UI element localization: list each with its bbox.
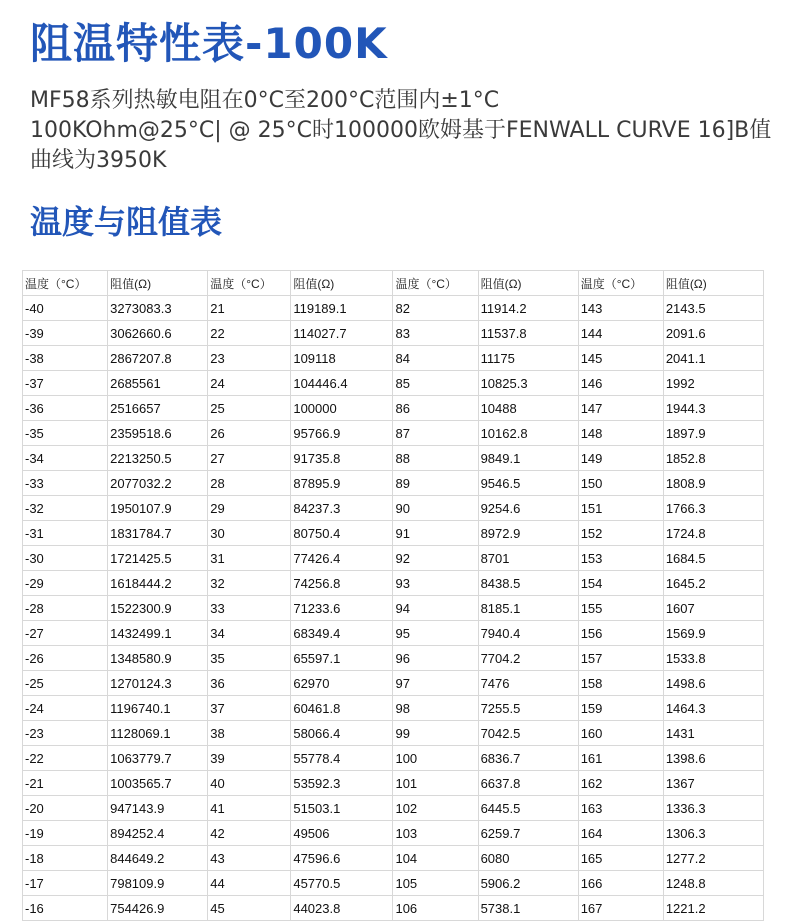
resistance-cell: 5906.2 (478, 871, 578, 896)
temperature-cell: 36 (208, 671, 291, 696)
resistance-cell: 71233.6 (291, 596, 393, 621)
temperature-cell: 93 (393, 571, 478, 596)
resistance-cell: 91735.8 (291, 446, 393, 471)
table-row (23, 296, 764, 321)
table-row (23, 546, 764, 571)
temperature-cell: 92 (393, 546, 478, 571)
header-temperature: 温度（°C） (208, 271, 291, 296)
resistance-cell: 1721425.5 (108, 546, 208, 571)
temperature-cell: 145 (578, 346, 663, 371)
resistance-cell: 6259.7 (478, 821, 578, 846)
resistance-cell: 1336.3 (663, 796, 763, 821)
resistance-cell: 2516657 (108, 396, 208, 421)
resistance-cell: 11175 (478, 346, 578, 371)
resistance-cell: 2213250.5 (108, 446, 208, 471)
temperature-cell: 34 (208, 621, 291, 646)
temperature-cell: 160 (578, 721, 663, 746)
resistance-cell: 10162.8 (478, 421, 578, 446)
temperature-cell: 83 (393, 321, 478, 346)
resistance-cell: 77426.4 (291, 546, 393, 571)
table-row (23, 321, 764, 346)
temperature-cell: 153 (578, 546, 663, 571)
temperature-cell: 22 (208, 321, 291, 346)
temperature-cell: 84 (393, 346, 478, 371)
temperature-cell: 97 (393, 671, 478, 696)
table-row (23, 621, 764, 646)
resistance-cell: 65597.1 (291, 646, 393, 671)
resistance-cell: 109118 (291, 346, 393, 371)
resistance-cell: 1306.3 (663, 821, 763, 846)
resistance-cell: 7476 (478, 671, 578, 696)
resistance-cell: 51503.1 (291, 796, 393, 821)
table-row (23, 721, 764, 746)
resistance-cell: 44023.8 (291, 896, 393, 921)
temperature-cell: 26 (208, 421, 291, 446)
temperature-cell: 41 (208, 796, 291, 821)
temperature-cell: -31 (23, 521, 108, 546)
temperature-cell: 95 (393, 621, 478, 646)
temperature-cell: -22 (23, 746, 108, 771)
resistance-cell: 1221.2 (663, 896, 763, 921)
temperature-cell: -23 (23, 721, 108, 746)
temperature-cell: -19 (23, 821, 108, 846)
temperature-cell: 43 (208, 846, 291, 871)
temperature-cell: 40 (208, 771, 291, 796)
resistance-cell: 1248.8 (663, 871, 763, 896)
resistance-cell: 7042.5 (478, 721, 578, 746)
resistance-cell: 1003565.7 (108, 771, 208, 796)
resistance-cell: 104446.4 (291, 371, 393, 396)
temperature-cell: 99 (393, 721, 478, 746)
temperature-cell: -26 (23, 646, 108, 671)
header-resistance: 阻值(Ω) (478, 271, 578, 296)
resistance-cell: 11537.8 (478, 321, 578, 346)
resistance-cell: 1607 (663, 596, 763, 621)
header-temperature: 温度（°C） (393, 271, 478, 296)
resistance-cell: 8185.1 (478, 596, 578, 621)
resistance-cell: 2091.6 (663, 321, 763, 346)
resistance-cell: 114027.7 (291, 321, 393, 346)
temperature-cell: -35 (23, 421, 108, 446)
resistance-cell: 9254.6 (478, 496, 578, 521)
temperature-cell: -20 (23, 796, 108, 821)
table-row (23, 446, 764, 471)
temperature-cell: 146 (578, 371, 663, 396)
table-row (23, 371, 764, 396)
resistance-cell: 62970 (291, 671, 393, 696)
temperature-cell: -16 (23, 896, 108, 921)
resistance-cell: 1533.8 (663, 646, 763, 671)
temperature-cell: 90 (393, 496, 478, 521)
table-row (23, 796, 764, 821)
temperature-cell: 39 (208, 746, 291, 771)
resistance-cell: 1724.8 (663, 521, 763, 546)
header-temperature: 温度（°C） (23, 271, 108, 296)
resistance-cell: 1128069.1 (108, 721, 208, 746)
table-row (23, 646, 764, 671)
resistance-cell: 1831784.7 (108, 521, 208, 546)
temperature-cell: -18 (23, 846, 108, 871)
table-row (23, 746, 764, 771)
temperature-cell: 85 (393, 371, 478, 396)
resistance-cell: 1432499.1 (108, 621, 208, 646)
temperature-cell: 103 (393, 821, 478, 846)
temperature-cell: 25 (208, 396, 291, 421)
temperature-cell: 149 (578, 446, 663, 471)
temperature-cell: 28 (208, 471, 291, 496)
temperature-cell: -34 (23, 446, 108, 471)
table-body (23, 296, 764, 921)
table-row (23, 496, 764, 521)
resistance-cell: 2867207.8 (108, 346, 208, 371)
description-line-3: 曲线为3950K (30, 148, 167, 173)
temperature-cell: 37 (208, 696, 291, 721)
header-resistance: 阻值(Ω) (291, 271, 393, 296)
resistance-cell: 6836.7 (478, 746, 578, 771)
section-title: 温度与阻值表 (30, 203, 223, 241)
temperature-cell: 154 (578, 571, 663, 596)
temperature-cell: 148 (578, 421, 663, 446)
resistance-cell: 84237.3 (291, 496, 393, 521)
description (30, 86, 785, 176)
table-row (23, 896, 764, 921)
temperature-cell: -28 (23, 596, 108, 621)
resistance-cell: 1950107.9 (108, 496, 208, 521)
header-resistance: 阻值(Ω) (663, 271, 763, 296)
temperature-cell: 89 (393, 471, 478, 496)
temperature-cell: -21 (23, 771, 108, 796)
header-temperature: 温度（°C） (578, 271, 663, 296)
resistance-cell: 1944.3 (663, 396, 763, 421)
resistance-cell: 1897.9 (663, 421, 763, 446)
temperature-cell: 21 (208, 296, 291, 321)
temperature-cell: 158 (578, 671, 663, 696)
resistance-cell: 894252.4 (108, 821, 208, 846)
resistance-cell: 68349.4 (291, 621, 393, 646)
temperature-cell: 152 (578, 521, 663, 546)
temperature-cell: 42 (208, 821, 291, 846)
resistance-cell: 1852.8 (663, 446, 763, 471)
resistance-cell: 49506 (291, 821, 393, 846)
temperature-cell: 87 (393, 421, 478, 446)
temperature-cell: -37 (23, 371, 108, 396)
resistance-cell: 58066.4 (291, 721, 393, 746)
temperature-cell: 155 (578, 596, 663, 621)
temperature-cell: 98 (393, 696, 478, 721)
resistance-cell: 1277.2 (663, 846, 763, 871)
temperature-cell: -36 (23, 396, 108, 421)
temperature-cell: 38 (208, 721, 291, 746)
resistance-cell: 2143.5 (663, 296, 763, 321)
resistance-cell: 844649.2 (108, 846, 208, 871)
resistance-cell: 8701 (478, 546, 578, 571)
resistance-cell: 1569.9 (663, 621, 763, 646)
temperature-cell: 102 (393, 796, 478, 821)
resistance-cell: 6637.8 (478, 771, 578, 796)
resistance-cell: 798109.9 (108, 871, 208, 896)
temperature-cell: 44 (208, 871, 291, 896)
table-row (23, 821, 764, 846)
resistance-cell: 1464.3 (663, 696, 763, 721)
temperature-cell: 144 (578, 321, 663, 346)
resistance-cell: 7255.5 (478, 696, 578, 721)
temperature-cell: -27 (23, 621, 108, 646)
resistance-cell: 1367 (663, 771, 763, 796)
resistance-cell: 6080 (478, 846, 578, 871)
temperature-cell: 106 (393, 896, 478, 921)
temperature-cell: -25 (23, 671, 108, 696)
resistance-cell: 1270124.3 (108, 671, 208, 696)
temperature-cell: -17 (23, 871, 108, 896)
table-row (23, 846, 764, 871)
resistance-cell: 45770.5 (291, 871, 393, 896)
temperature-cell: 166 (578, 871, 663, 896)
temperature-cell: 32 (208, 571, 291, 596)
temperature-cell: 45 (208, 896, 291, 921)
temperature-cell: 30 (208, 521, 291, 546)
temperature-cell: 105 (393, 871, 478, 896)
temperature-cell: 143 (578, 296, 663, 321)
resistance-cell: 6445.5 (478, 796, 578, 821)
resistance-cell: 2685561 (108, 371, 208, 396)
temperature-cell: 82 (393, 296, 478, 321)
table-row (23, 696, 764, 721)
temperature-cell: 94 (393, 596, 478, 621)
temperature-cell: 165 (578, 846, 663, 871)
resistance-cell: 1398.6 (663, 746, 763, 771)
resistance-cell: 100000 (291, 396, 393, 421)
resistance-cell: 947143.9 (108, 796, 208, 821)
temperature-cell: 161 (578, 746, 663, 771)
resistance-cell: 53592.3 (291, 771, 393, 796)
temperature-cell: 150 (578, 471, 663, 496)
table-row (23, 771, 764, 796)
resistance-cell: 2077032.2 (108, 471, 208, 496)
table-row (23, 571, 764, 596)
table-row (23, 421, 764, 446)
resistance-cell: 1348580.9 (108, 646, 208, 671)
table-row (23, 346, 764, 371)
temperature-cell: 31 (208, 546, 291, 571)
temperature-cell: 104 (393, 846, 478, 871)
resistance-cell: 9849.1 (478, 446, 578, 471)
resistance-cell: 47596.6 (291, 846, 393, 871)
temperature-cell: 163 (578, 796, 663, 821)
temperature-cell: 159 (578, 696, 663, 721)
resistance-cell: 1431 (663, 721, 763, 746)
table-row (23, 471, 764, 496)
temperature-cell: -38 (23, 346, 108, 371)
temperature-cell: 96 (393, 646, 478, 671)
temperature-cell: 164 (578, 821, 663, 846)
resistance-cell: 1808.9 (663, 471, 763, 496)
resistance-cell: 55778.4 (291, 746, 393, 771)
resistance-cell: 60461.8 (291, 696, 393, 721)
temperature-cell: 35 (208, 646, 291, 671)
resistance-cell: 1196740.1 (108, 696, 208, 721)
description-line-2: 100KOhm@25°C| @ 25°C时100000欧姆基于FENWALL CURVE 16]B值 (30, 118, 772, 143)
resistance-table (22, 270, 764, 921)
temperature-cell: 157 (578, 646, 663, 671)
resistance-cell: 1992 (663, 371, 763, 396)
table-row (23, 596, 764, 621)
table-header-row (23, 271, 764, 296)
temperature-cell: 23 (208, 346, 291, 371)
table-row (23, 396, 764, 421)
temperature-cell: -39 (23, 321, 108, 346)
table-row (23, 871, 764, 896)
resistance-cell: 11914.2 (478, 296, 578, 321)
temperature-cell: 147 (578, 396, 663, 421)
temperature-cell: -33 (23, 471, 108, 496)
temperature-cell: 86 (393, 396, 478, 421)
resistance-cell: 1063779.7 (108, 746, 208, 771)
temperature-cell: 88 (393, 446, 478, 471)
resistance-cell: 74256.8 (291, 571, 393, 596)
temperature-cell: 29 (208, 496, 291, 521)
header-resistance: 阻值(Ω) (108, 271, 208, 296)
resistance-cell: 87895.9 (291, 471, 393, 496)
temperature-cell: 27 (208, 446, 291, 471)
temperature-cell: 24 (208, 371, 291, 396)
resistance-cell: 10825.3 (478, 371, 578, 396)
temperature-cell: 101 (393, 771, 478, 796)
resistance-cell: 9546.5 (478, 471, 578, 496)
temperature-cell: 167 (578, 896, 663, 921)
resistance-cell: 1645.2 (663, 571, 763, 596)
resistance-cell: 1618444.2 (108, 571, 208, 596)
temperature-cell: -24 (23, 696, 108, 721)
page-title: 阻温特性表-100K (30, 19, 388, 68)
resistance-cell: 754426.9 (108, 896, 208, 921)
resistance-cell: 7940.4 (478, 621, 578, 646)
description-line-1: MF58系列热敏电阻在0°C至200°C范围内±1°C (30, 88, 500, 113)
resistance-cell: 7704.2 (478, 646, 578, 671)
resistance-cell: 3273083.3 (108, 296, 208, 321)
resistance-cell: 119189.1 (291, 296, 393, 321)
resistance-cell: 5738.1 (478, 896, 578, 921)
resistance-cell: 8438.5 (478, 571, 578, 596)
resistance-cell: 1498.6 (663, 671, 763, 696)
temperature-cell: -30 (23, 546, 108, 571)
temperature-cell: 100 (393, 746, 478, 771)
temperature-cell: -40 (23, 296, 108, 321)
temperature-cell: 162 (578, 771, 663, 796)
resistance-cell: 80750.4 (291, 521, 393, 546)
table-row (23, 671, 764, 696)
temperature-cell: 91 (393, 521, 478, 546)
table-row (23, 521, 764, 546)
resistance-cell: 3062660.6 (108, 321, 208, 346)
resistance-cell: 8972.9 (478, 521, 578, 546)
temperature-cell: -32 (23, 496, 108, 521)
temperature-cell: -29 (23, 571, 108, 596)
resistance-cell: 2359518.6 (108, 421, 208, 446)
resistance-cell: 95766.9 (291, 421, 393, 446)
temperature-cell: 33 (208, 596, 291, 621)
resistance-cell: 1766.3 (663, 496, 763, 521)
resistance-cell: 1522300.9 (108, 596, 208, 621)
resistance-cell: 2041.1 (663, 346, 763, 371)
temperature-cell: 156 (578, 621, 663, 646)
resistance-cell: 1684.5 (663, 546, 763, 571)
temperature-cell: 151 (578, 496, 663, 521)
resistance-cell: 10488 (478, 396, 578, 421)
